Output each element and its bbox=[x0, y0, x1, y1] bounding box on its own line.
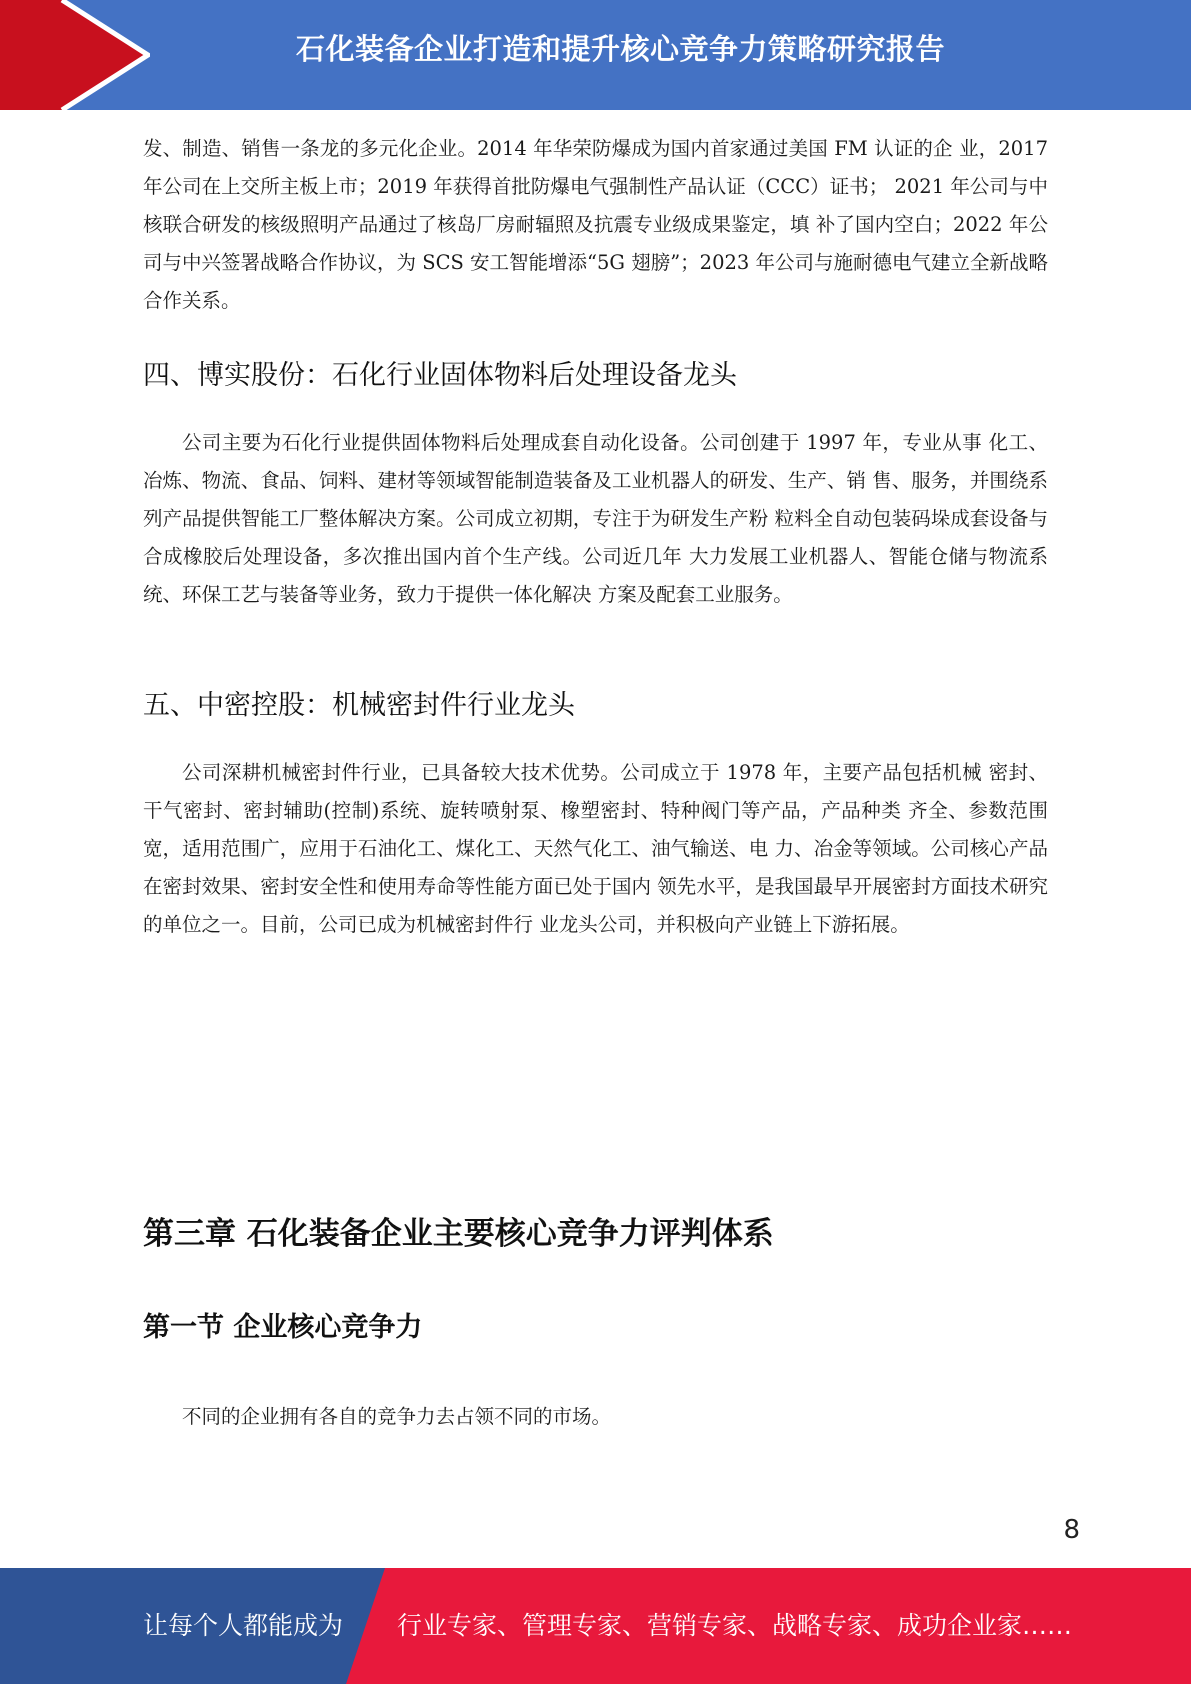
section-heading-4: 四、博实股份：石化行业固体物料后处理设备龙头 bbox=[143, 360, 737, 391]
chapter-heading: 第三章 石化装备企业主要核心竞争力评判体系 bbox=[143, 1216, 774, 1252]
section-heading-5: 五、中密控股：机械密封件行业龙头 bbox=[143, 690, 575, 721]
subsection-heading: 第一节 企业核心竞争力 bbox=[143, 1312, 423, 1343]
section-5-body bbox=[143, 754, 1048, 944]
chapter-3-paragraph: 不同的企业拥有各自的竞争力去占领不同的市场。 bbox=[182, 1405, 612, 1428]
chapter-3-body bbox=[143, 1398, 1048, 1436]
page-number: 8 bbox=[1063, 1515, 1080, 1545]
section-4-paragraph: 公司主要为石化行业提供固体物料后处理成套自动化设备。公司创建于 1997 年，专业从事 化工、冶炼、物流、食品、饲料、建材等领域智能制造装备及工业机器人的研发、生产、销 售、服务，并围绕系列产品提供智能工厂整体解决方案。公司成立初期，专注于为研发生产粉 粒料全自动包装码垛成套设备与合成橡胶后处理设备，多次推出国内首个生产线。公司近几年 大力发展工业机器人、智能仓储与物流系统、环保工艺与装备等业务，致力于提供一体化解决 方案及配套工业服务。 bbox=[143, 431, 1048, 606]
header-banner bbox=[0, 0, 1191, 110]
section-4-body bbox=[143, 424, 1048, 614]
intro-paragraph: 发、制造、销售一条龙的多元化企业。2014 年华荣防爆成为国内首家通过美国 FM 认证的企 业，2017 年公司在上交所主板上市；2019 年获得首批防爆电气强制性产品认证（CCC）证书； 2021 年公司与中核联合研发的核级照明产品通过了核岛厂房耐辐照及抗震专业级成果鉴定，填 补了国内空白；2022 年公司与中兴签署战略合作协议，为 SCS 安工智能增添“5G 翅膀”；2023 年公司与施耐德电气建立全新战略合作关系。 bbox=[143, 137, 1048, 312]
section-5-paragraph: 公司深耕机械密封件行业，已具备较大技术优势。公司成立于 1978 年，主要产品包括机械 密封、干气密封、密封辅助(控制)系统、旋转喷射泵、橡塑密封、特种阀门等产品，产品种类 齐全、参数范围宽，适用范围广，应用于石油化工、煤化工、天然气化工、油气输送、电 力、冶金等领域。公司核心产品在密封效果、密封安全性和使用寿命等性能方面已处于国内 领先水平，是我国最早开展密封方面技术研究的单位之一。目前，公司已成为机械密封件行 业龙头公司，并积极向产业链上下游拓展。 bbox=[143, 761, 1048, 936]
footer-slogan-left: 让每个人都能成为 bbox=[143, 1611, 344, 1640]
footer-banner bbox=[0, 1568, 1191, 1684]
report-title: 石化装备企业打造和提升核心竞争力策略研究报告 bbox=[295, 32, 945, 66]
footer-slogan-right: 行业专家、管理专家、营销专家、战略专家、成功企业家…… bbox=[397, 1611, 1073, 1640]
main-content bbox=[143, 130, 1048, 320]
